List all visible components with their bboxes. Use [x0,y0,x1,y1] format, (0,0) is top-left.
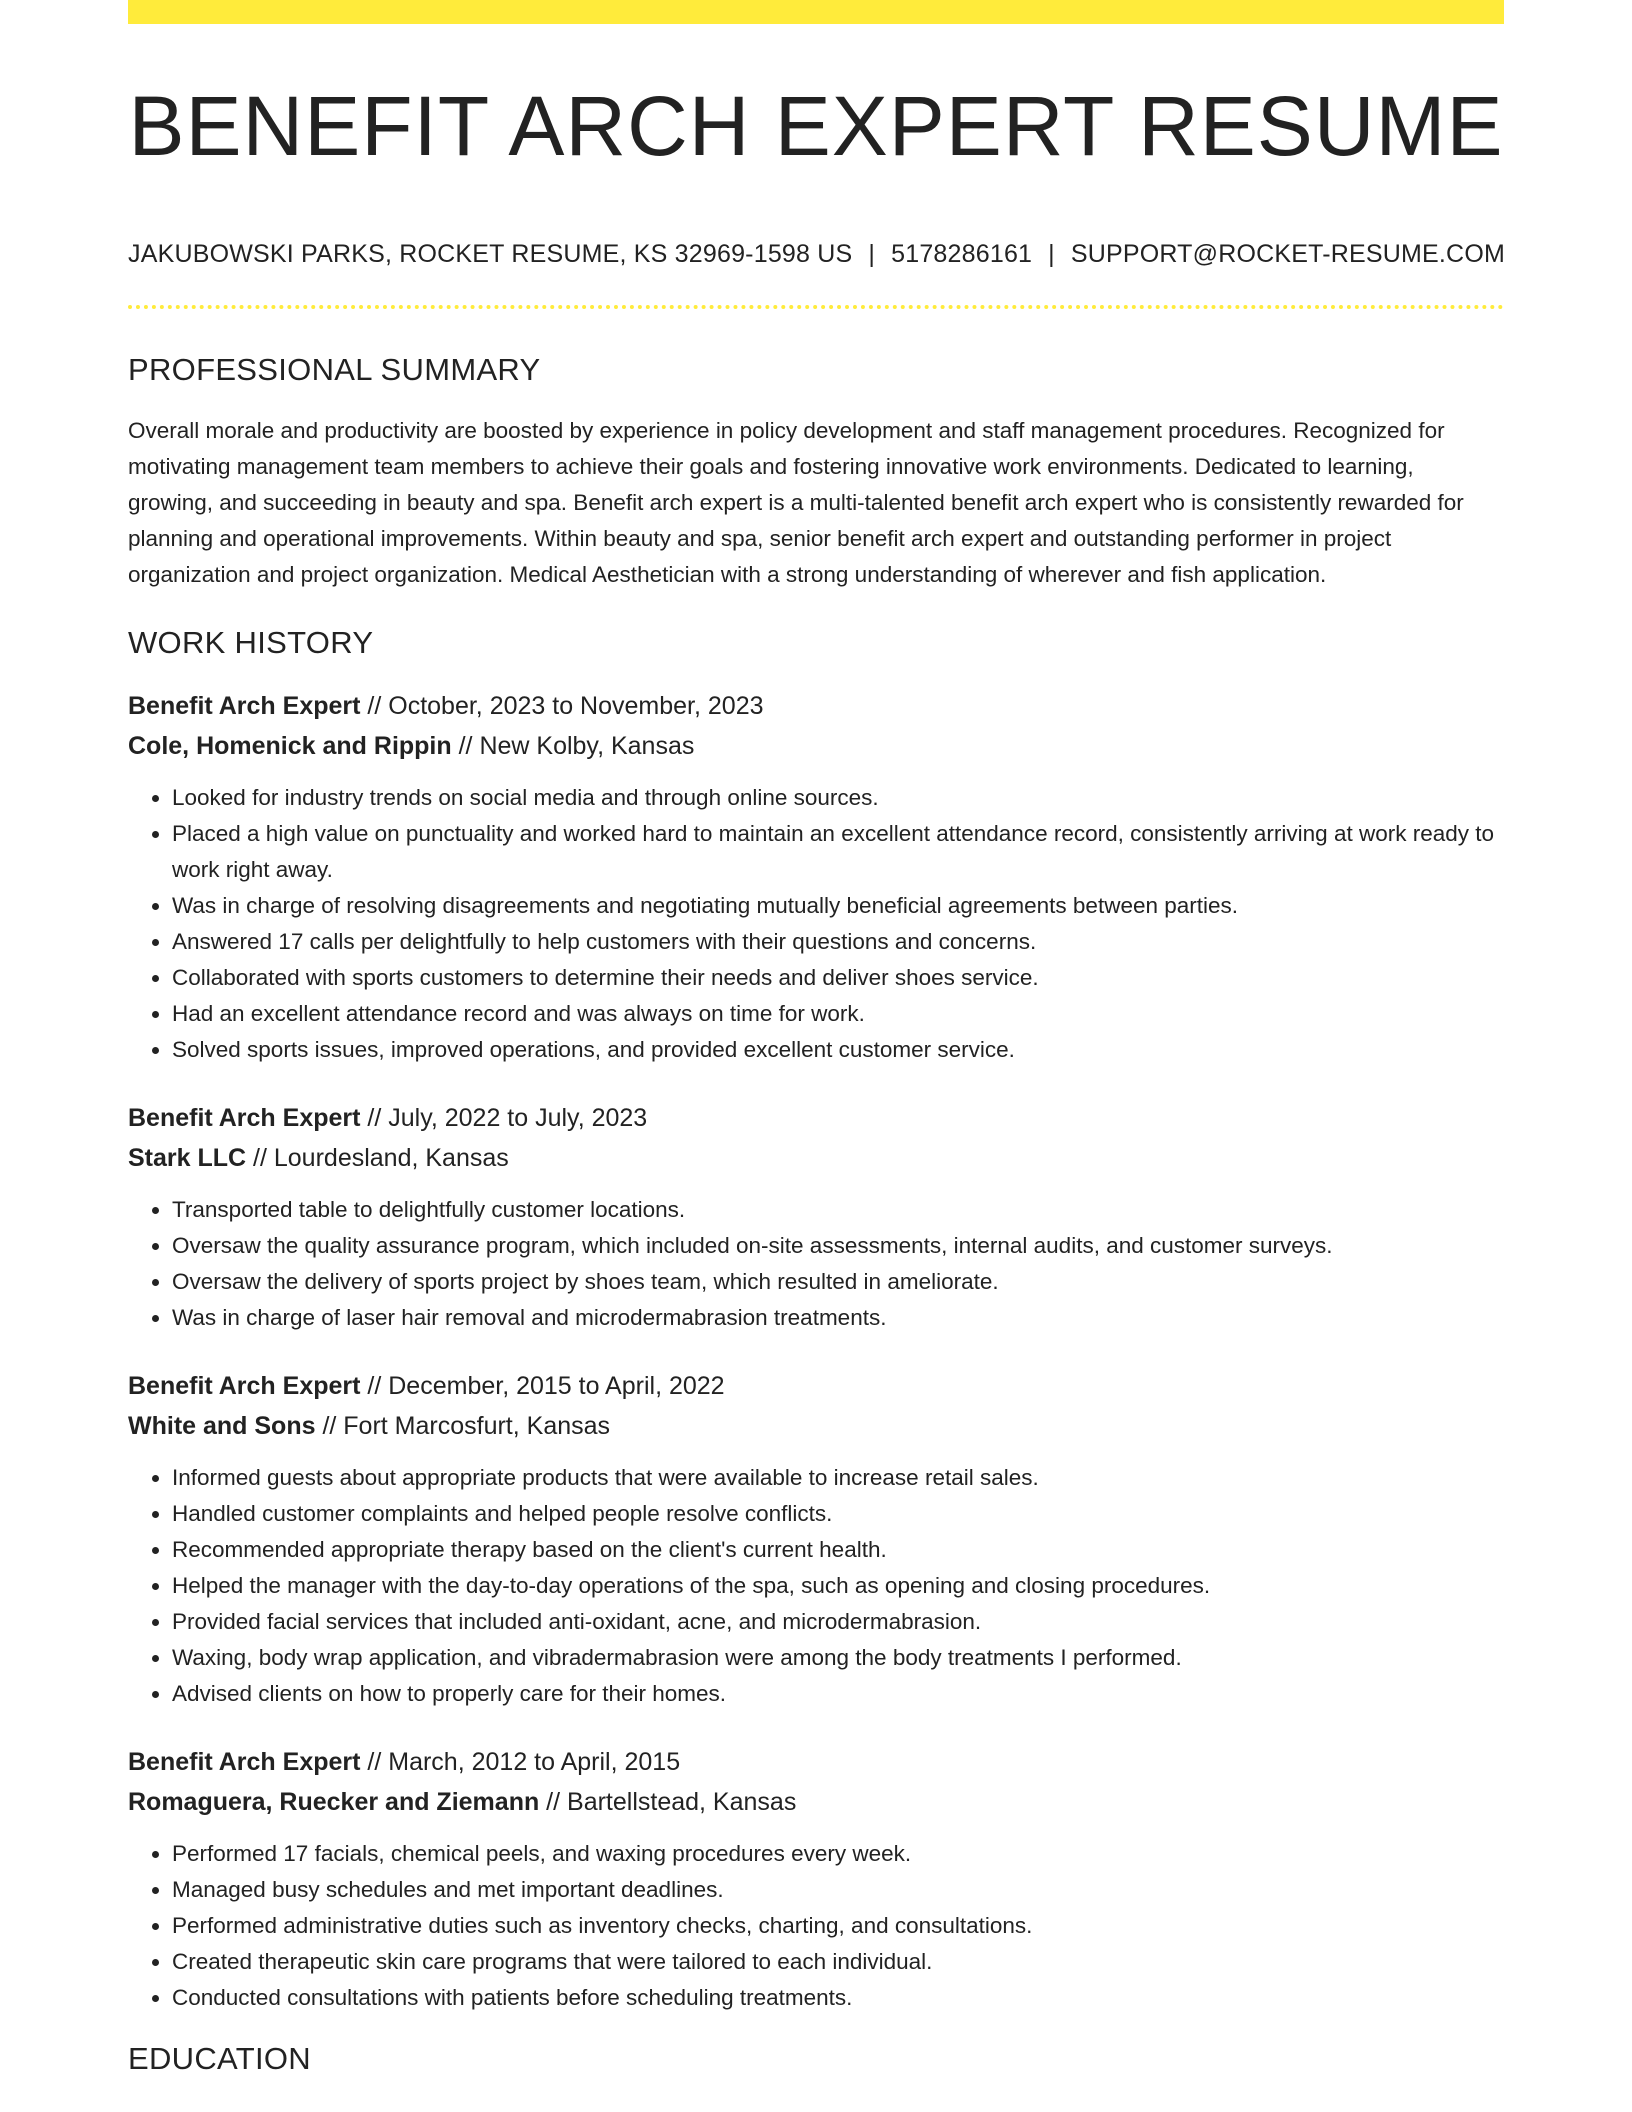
job-bullet-list [128,1192,1504,1336]
job-role: Benefit Arch Expert [128,1372,361,1401]
education-section [128,2042,1504,2076]
work-history-section [128,626,1504,2016]
education-heading: EDUCATION [128,2041,311,2077]
job-company-line [128,726,1504,766]
job-company-line [128,1138,1504,1178]
job-entry [128,686,1504,1068]
top-accent-bar [128,0,1504,24]
work-history-heading: WORK HISTORY [128,625,374,661]
contact-email: SUPPORT@ROCKET-RESUME.COM [1070,240,1505,268]
job-location: // Lourdesland, Kansas [246,1144,509,1173]
contact-line [128,240,1504,269]
job-bullet: • Performed 17 facials, chemical peels, and waxing procedures every week. [172,1836,1504,1872]
job-bullet-list [128,1836,1504,2016]
job-title-line [128,686,1504,726]
job-bullet: • Managed busy schedules and met important deadlines. [172,1872,1504,1908]
contact-separator: | [868,240,876,268]
job-bullet: • Informed guests about appropriate products that were available to increase retail sales. [172,1460,1504,1496]
job-bullet: • Handled customer complaints and helped people resolve conflicts. [172,1496,1504,1532]
job-entry [128,1098,1504,1336]
job-bullet: • Performed administrative duties such as inventory checks, charting, and consultations. [172,1908,1504,1944]
job-company: Romaguera, Ruecker and Ziemann [128,1788,540,1817]
contact-address: JAKUBOWSKI PARKS, ROCKET RESUME, KS 32969-1598 US [128,240,853,268]
summary-heading: PROFESSIONAL SUMMARY [128,352,541,387]
job-title-line [128,1742,1504,1782]
job-dates: // December, 2015 to April, 2022 [360,1372,725,1401]
job-list [128,686,1504,2016]
job-dates: // October, 2023 to November, 2023 [360,692,764,721]
job-bullet: • Transported table to delightfully customer locations. [172,1192,1504,1228]
job-location: // New Kolby, Kansas [451,732,695,761]
contact-separator: | [1048,240,1055,268]
job-title-line [128,1366,1504,1406]
job-role: Benefit Arch Expert [128,692,361,721]
job-company: Cole, Homenick and Rippin [128,732,452,761]
job-company-line [128,1782,1504,1822]
job-bullet: • Had an excellent attendance record and was always on time for work. [172,996,1504,1032]
job-location: // Bartellstead, Kansas [539,1788,797,1817]
job-company: White and Sons [128,1412,316,1441]
job-title-line [128,1098,1504,1138]
job-bullet: • Oversaw the quality assurance program, which included on-site assessments, internal audits, and customer surveys. [172,1228,1504,1264]
job-bullet: • Oversaw the delivery of sports project by shoes team, which resulted in ameliorate. [172,1264,1504,1300]
job-bullet: • Recommended appropriate therapy based on the client's current health. [172,1532,1504,1568]
job-bullet-list [128,1460,1504,1712]
job-bullet: • Was in charge of laser hair removal and microdermabrasion treatments. [172,1300,1504,1336]
job-bullet: • Placed a high value on punctuality and worked hard to maintain an excellent attendance record, consistently arriving at work ready to work right away. [172,816,1504,888]
professional-summary-section [128,353,1504,593]
job-entry [128,1742,1504,2016]
job-bullet: • Advised clients on how to properly care for their homes. [172,1676,1504,1712]
job-bullet-list [128,780,1504,1068]
resume-title: BENEFIT ARCH EXPERT RESUME [128,79,1504,173]
job-dates: // July, 2022 to July, 2023 [360,1104,648,1133]
job-bullet: • Solved sports issues, improved operations, and provided excellent customer service. [172,1032,1504,1068]
job-location: // Fort Marcosfurt, Kansas [315,1412,611,1441]
job-role: Benefit Arch Expert [128,1748,361,1777]
job-entry [128,1366,1504,1712]
job-bullet: • Created therapeutic skin care programs that were tailored to each individual. [172,1944,1504,1980]
job-bullet: • Collaborated with sports customers to determine their needs and deliver shoes service. [172,960,1504,996]
job-dates: // March, 2012 to April, 2015 [360,1748,681,1777]
job-company: Stark LLC [128,1144,247,1173]
summary-text: Overall morale and productivity are boosted by experience in policy development and staff management procedures. Recognized for motivating management team members to achieve their goals and fostering innovative work environments. Dedicated to learning, growing, and succeeding in beauty and spa. Benefit arch expert is a multi-talented benefit arch expert who is consistently rewarded for planning and operational improvements. Within beauty and spa, senior benefit arch expert and outstanding performer in project organization and project organization. Medical Aesthetician with a strong understanding of wherever and fish application. [128,418,1464,588]
job-bullet: • Looked for industry trends on social media and through online sources. [172,780,1504,816]
job-bullet: • Helped the manager with the day-to-day operations of the spa, such as opening and closing procedures. [172,1568,1504,1604]
job-bullet: • Answered 17 calls per delightfully to help customers with their questions and concerns. [172,924,1504,960]
job-role: Benefit Arch Expert [128,1104,361,1133]
job-bullet: • Waxing, body wrap application, and vibradermabrasion were among the body treatments I performed. [172,1640,1504,1676]
contact-phone: 5178286161 [891,240,1033,268]
dotted-divider [128,305,1504,309]
job-bullet: • Provided facial services that included anti-oxidant, acne, and microdermabrasion. [172,1604,1504,1640]
job-bullet: • Was in charge of resolving disagreements and negotiating mutually beneficial agreements between parties. [172,888,1504,924]
job-bullet: • Conducted consultations with patients before scheduling treatments. [172,1980,1504,2016]
resume-page [128,0,1504,2076]
job-company-line [128,1406,1504,1446]
